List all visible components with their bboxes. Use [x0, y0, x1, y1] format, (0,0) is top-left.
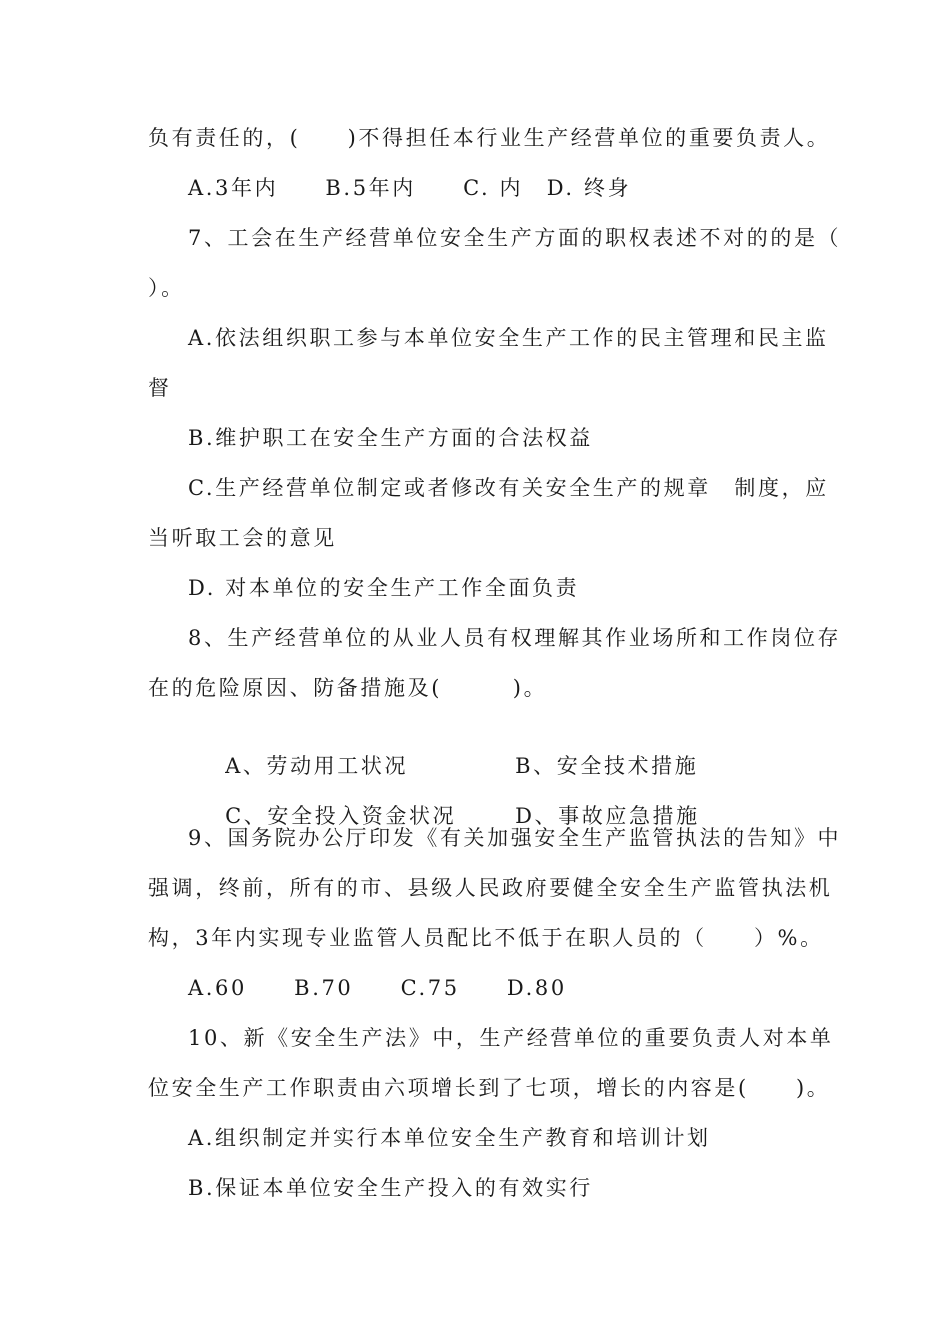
text-line: 当听取工会的意见: [148, 526, 337, 550]
option-line: A.3年内 B.5年内 C. 内 D. 终身: [188, 176, 632, 200]
question-10: 10、新《安全生产法》中，生产经营单位的重要负责人对本单: [188, 1026, 834, 1050]
question-9: 9、国务院办公厅印发《有关加强安全生产监管执法的告知》中: [188, 826, 842, 850]
text-line: 在的危险原因、防备措施及( )。: [148, 676, 548, 700]
text-line: 负有责任的，( )不得担任本行业生产经营单位的重要负责人。: [148, 126, 831, 150]
text-line: 构，3年内实现专业监管人员配比不低于在职人员的（ ）%。: [148, 926, 824, 950]
text-line: 强调，终前，所有的市、县级人民政府要健全安全生产监管执法机: [148, 876, 833, 900]
text-line: 位安全生产工作职责由六项增长到了七项，增长的内容是( )。: [148, 1076, 831, 1100]
option-line: B.保证本单位安全生产投入的有效实行: [188, 1176, 593, 1200]
option-line: A.60 B.70 C.75 D.80: [188, 976, 567, 1000]
text-line: ）。: [148, 276, 185, 300]
question-7: 7、工会在生产经营单位安全生产方面的职权表述不对的的是（: [188, 226, 842, 250]
option-line: D. 对本单位的安全生产工作全面负责: [188, 576, 580, 600]
question-8: 8、生产经营单位的从业人员有权理解其作业场所和工作岗位存: [188, 626, 842, 650]
option-line: C.生产经营单位制定或者修改有关安全生产的规章 制度，应: [188, 476, 829, 500]
option-a: A、劳动用工状况: [225, 754, 409, 778]
option-line: A.依法组织职工参与本单位安全生产工作的民主管理和民主监: [188, 326, 829, 350]
option-d: D、事故应急措施: [515, 804, 700, 828]
option-b: B、安全技术措施: [515, 754, 699, 778]
option-line: A.组织制定并实行本单位安全生产教育和培训计划: [188, 1126, 711, 1150]
text-line: 督: [148, 376, 172, 400]
option-line: B.维护职工在安全生产方面的合法权益: [188, 426, 593, 450]
option-c: C、安全投入资金状况: [225, 804, 457, 828]
